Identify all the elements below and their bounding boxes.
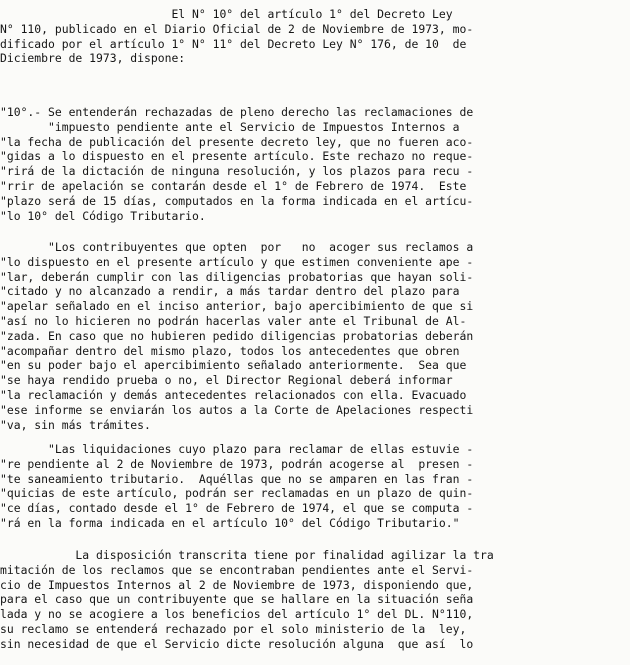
quoted-paragraph-10 (0, 105, 630, 223)
text-line: El N° 10° del artículo 1° del Decreto Ley (0, 7, 453, 21)
text-line: "ce días, contado desde el 1° de Febrero de 1974, el que se computa - (0, 501, 474, 516)
text-line: "rrir de apelación se contarán desde el 1° de Febrero de 1974. Este (0, 178, 467, 193)
text-line: "la reclamación y demás antecedentes relacionados con ella. Evacuado (0, 387, 467, 402)
text-line: N° 110, publicado en el Diario Oficial de 2 de Noviembre de 1973, mo- (0, 21, 474, 36)
intro-paragraph (0, 7, 630, 66)
quoted-paragraph-liquidaciones (0, 442, 630, 531)
text-line: "en su poder bajo el apercibimiento señalado anteriormente. Sea que (0, 358, 467, 373)
text-line: "impuesto pendiente ante el Servicio de Impuestos Internos a (0, 119, 460, 134)
text-line: "lo 10° del Código Tributario. (0, 208, 206, 223)
text-line: sin necesidad de que el Servicio dicte resolución alguna que así lo (0, 636, 474, 651)
text-line: "apelar señalado en el inciso anterior, bajo apercibimiento de que si (0, 299, 474, 314)
text-line: cio de Impuestos Internos al 2 de Noviembre de 1973, disponiendo que, (0, 577, 474, 592)
text-line: "Las liquidaciones cuyo plazo para reclamar de ellas estuvie - (0, 442, 474, 456)
text-line: "gidas a lo dispuesto en el presente artículo. Este rechazo no reque- (0, 149, 474, 164)
text-line: "lar, deberán cumplir con las diligencias probatorias que hayan soli- (0, 269, 474, 284)
text-line: "citado y no alcanzado a rendir, a más tardar dentro del plazo para (0, 284, 460, 299)
text-line: "acompañar dentro del mismo plazo, todos los antecedentes que obren (0, 343, 460, 358)
text-line: lada y no se acogiere a los beneficios del artículo 1° del DL. N°110, (0, 607, 474, 622)
text-line: "se haya rendido prueba o no, el Director Regional deberá informar (0, 373, 453, 388)
text-line: su reclamo se entenderá rechazado por el solo ministerio de la ley, (0, 621, 467, 636)
text-line: La disposición transcrita tiene por finalidad agilizar la tra (0, 548, 494, 562)
text-line: "10°.- Se entenderán rechazadas de pleno derecho las reclamaciones de (0, 105, 474, 119)
text-line: "te saneamiento tributario. Aquéllas que no se amparen en las fran - (0, 471, 474, 486)
commentary-paragraph (0, 548, 630, 652)
text-line: "rá en la forma indicada en el artículo 10° del Código Tributario." (0, 515, 460, 530)
text-line: "va, sin más trámites. (0, 417, 151, 432)
text-line: "re pendiente al 2 de Noviembre de 1973, podrán acogerse al presen - (0, 456, 474, 471)
text-line: mitación de los reclamos que se encontraban pendientes ante el Servi- (0, 562, 474, 577)
text-line: "Los contribuyentes que opten por no acoger sus reclamos a (0, 240, 474, 254)
text-line: dificado por el artículo 1° N° 11° del Decreto Ley N° 176, de 10 de (0, 36, 467, 51)
text-line: "rirá de la dictación de ninguna resolución, y los plazos para recu - (0, 164, 474, 179)
text-line: "ese informe se enviarán los autos a la Corte de Apelaciones respecti (0, 402, 474, 417)
text-line: "así no lo hicieren no podrán hacerlas valer ante el Tribunal de Al- (0, 313, 467, 328)
text-line: Diciembre de 1973, dispone: (0, 51, 186, 66)
text-line: "quicias de este artículo, podrán ser reclamadas en un plazo de quin- (0, 486, 474, 501)
text-line: "la fecha de publicación del presente decreto ley, que no fueren aco- (0, 134, 474, 149)
text-line: "lo dispuesto en el presente artículo y que estimen conveniente ape - (0, 254, 474, 269)
text-line: para el caso que un contribuyente que se hallare en la situación seña (0, 592, 474, 607)
text-line: "plazo será de 15 días, computados en la forma indicada en el artícu- (0, 193, 474, 208)
text-line: "zada. En caso que no hubieren pedido diligencias probatorias deberán (0, 328, 474, 343)
quoted-paragraph-contribuyentes (0, 240, 630, 432)
